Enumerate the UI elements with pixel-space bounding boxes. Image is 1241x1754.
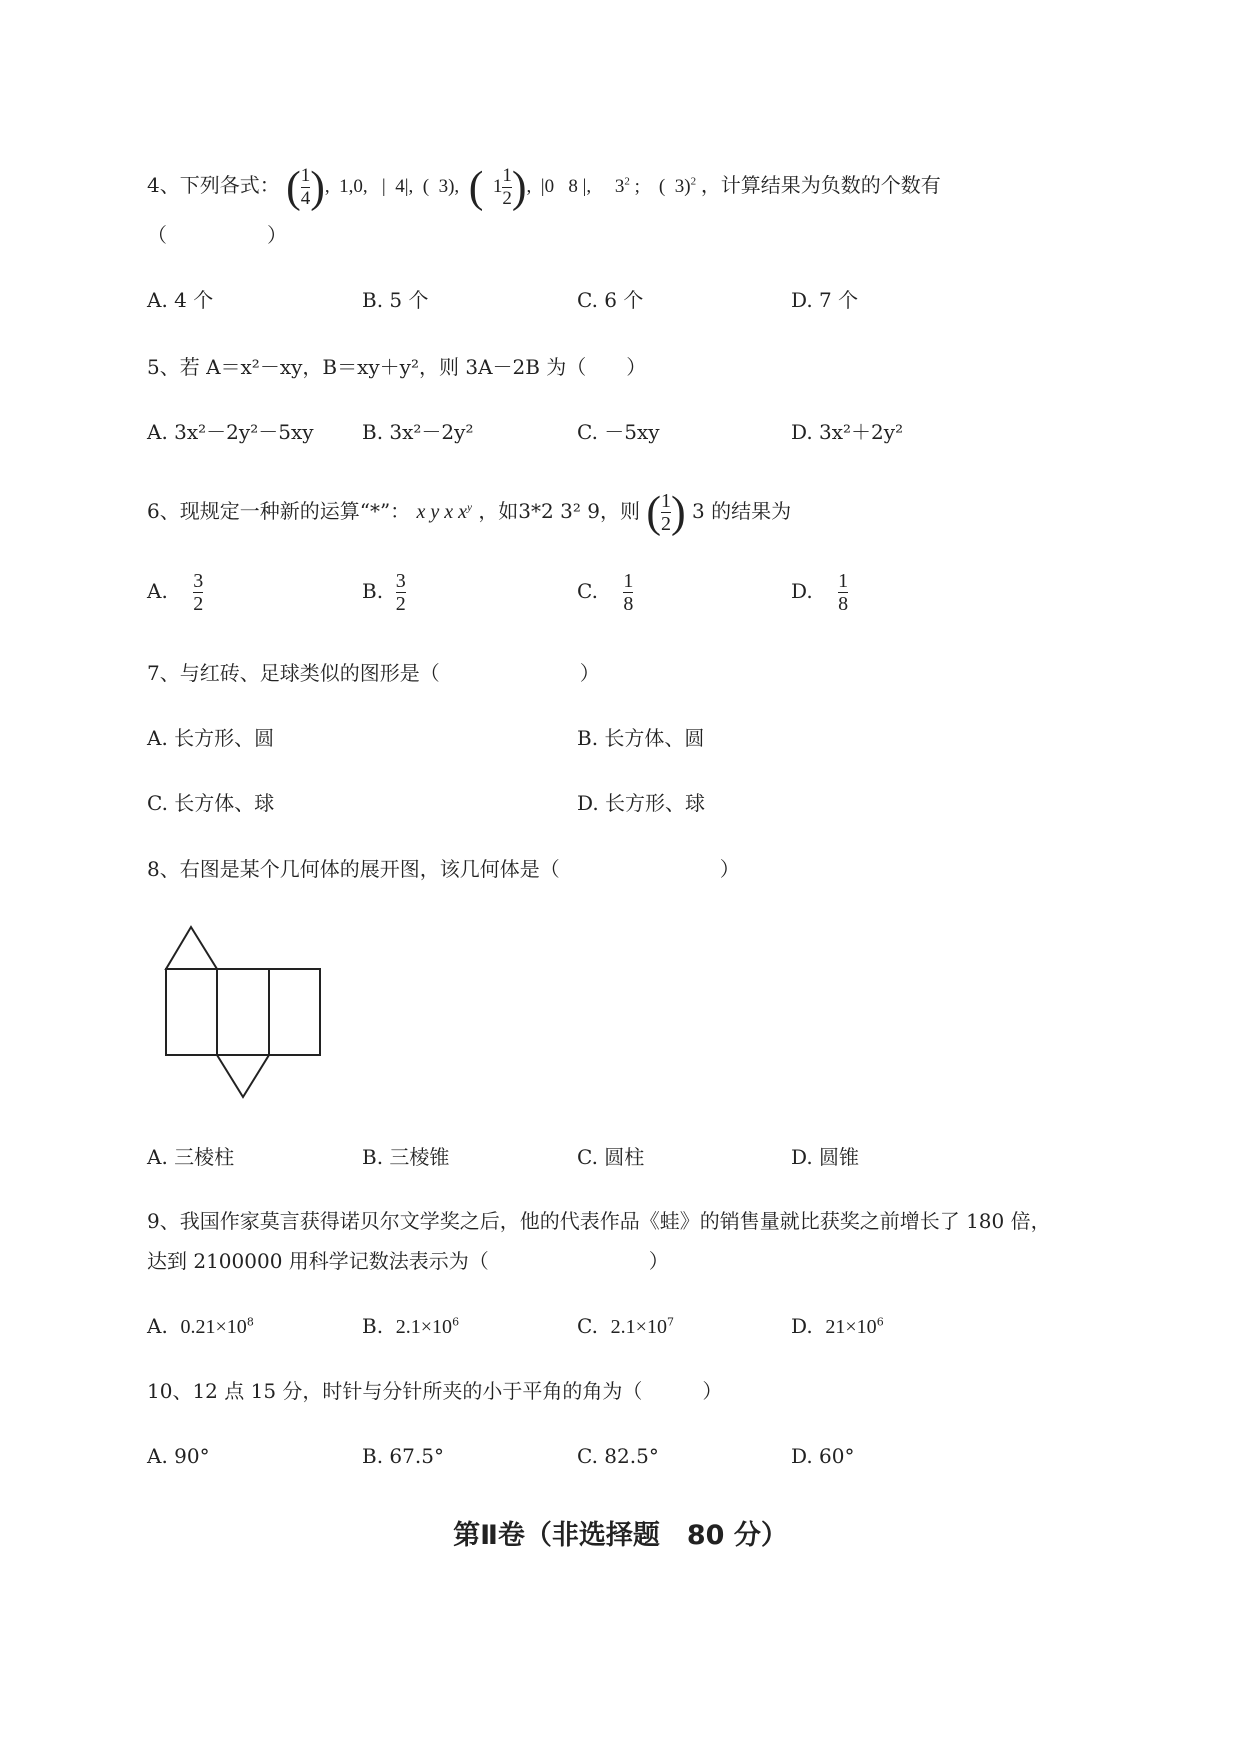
q5-option-b[interactable]: B. 3x²－2y² xyxy=(362,420,474,444)
question-5: 5、若 A＝x²－xy，B＝xy＋y²，则 3A－2B 为（ ） xyxy=(147,355,647,379)
q7-option-c[interactable]: C. 长方体、球 xyxy=(147,791,275,815)
q9-option-c[interactable]: C. $2.1\times 10^7$ xyxy=(577,1314,674,1338)
net-face-3 xyxy=(269,969,320,1055)
q7-option-a[interactable]: A. 长方形、圆 xyxy=(147,726,275,750)
q4-option-d[interactable]: D. 7 个 xyxy=(791,288,859,312)
net-top-triangle xyxy=(166,927,217,969)
q8-option-a[interactable]: A. 三棱柱 xyxy=(147,1145,235,1169)
q7-option-b[interactable]: B. 长方体、圆 xyxy=(577,726,705,750)
q8-option-b[interactable]: B. 三棱锥 xyxy=(362,1145,450,1169)
q4-prefix: 4、下列各式： xyxy=(147,172,280,197)
q4-answer-blank: （ ） xyxy=(147,223,287,247)
q10-option-d[interactable]: D. 60° xyxy=(791,1444,855,1468)
q6-option-c[interactable]: C. $\frac{1}{8}$ xyxy=(577,570,634,615)
question-4 xyxy=(147,162,941,212)
q6-option-b[interactable]: B. $\frac{3}{2}$ xyxy=(362,570,406,615)
q8-option-d[interactable]: D. 圆锥 xyxy=(791,1145,860,1169)
q10-option-b[interactable]: B. 67.5° xyxy=(362,1444,444,1468)
q6-fraction: $\frac{1}{2}$ xyxy=(660,490,671,535)
prism-net-figure xyxy=(160,920,330,1105)
question-6: 6、现规定一种新的运算“*”： x y x $x^y$ ，如3*2 3² 9，则 ( $\frac{1}{2}$ ) 3 的结果为 xyxy=(147,487,792,537)
q6-example: ，如3*2 3² 9，则 xyxy=(478,499,640,523)
q4-suffix: ，计算结果为负数的个数有 xyxy=(700,172,941,197)
question-9-line-2: 达到 2100000 用科学记数法表示为（ ） xyxy=(147,1249,669,1273)
q4-option-a[interactable]: A. 4 个 xyxy=(147,288,214,312)
q9-option-d[interactable]: D. $21\times 10^6$ xyxy=(791,1314,884,1338)
q4-option-b[interactable]: B. 5 个 xyxy=(362,288,429,312)
q9-option-b[interactable]: B. $2.1\times 10^6$ xyxy=(362,1314,460,1338)
question-7: 7、与红砖、足球类似的图形是（ ） xyxy=(147,661,600,685)
q4-option-c[interactable]: C. 6 个 xyxy=(577,288,644,312)
question-8: 8、右图是某个几何体的展开图，该几何体是（ ） xyxy=(147,857,740,881)
q4-expression: ( $\frac{1}{4}$ ), 1,0, | 4|, ( 3), ( 1 $\frac{1}{2}$ ), |0 8 |, $3^2$ ; ( 3)$^2$ xyxy=(286,162,697,212)
q10-option-c[interactable]: C. 82.5° xyxy=(577,1444,659,1468)
q5-option-a[interactable]: A. 3x²－2y²－5xy xyxy=(147,420,314,444)
q6-prefix: 6、现规定一种新的运算“*”： xyxy=(147,499,411,523)
net-bottom-triangle xyxy=(217,1055,269,1097)
q6-suffix: 3 的结果为 xyxy=(691,499,792,523)
question-9-line-1: 9、我国作家莫言获得诺贝尔文学奖之后，他的代表作品《蛙》的销售量就比获奖之前增长了 180 倍， xyxy=(147,1209,1051,1233)
q10-option-a[interactable]: A. 90° xyxy=(147,1444,210,1468)
q5-option-d[interactable]: D. 3x²＋2y² xyxy=(791,420,904,444)
q6-definition: x y x x xyxy=(416,501,468,523)
q6-option-a[interactable]: A. $\frac{3}{2}$ xyxy=(147,570,204,615)
q5-option-c[interactable]: C. －5xy xyxy=(577,420,660,444)
section-title: 第Ⅱ卷（非选择题 80 分） xyxy=(453,1520,788,1551)
q6-option-d[interactable]: D. $\frac{1}{8}$ xyxy=(791,570,849,615)
question-10: 10、12 点 15 分，时针与分针所夹的小于平角的角为（ ） xyxy=(147,1379,723,1403)
net-face-1 xyxy=(166,969,217,1055)
net-face-2 xyxy=(217,969,269,1055)
q7-option-d[interactable]: D. 长方形、球 xyxy=(577,791,706,815)
q8-option-c[interactable]: C. 圆柱 xyxy=(577,1145,645,1169)
q9-option-a[interactable]: A. $0.21\times 10^8$ xyxy=(147,1314,254,1338)
